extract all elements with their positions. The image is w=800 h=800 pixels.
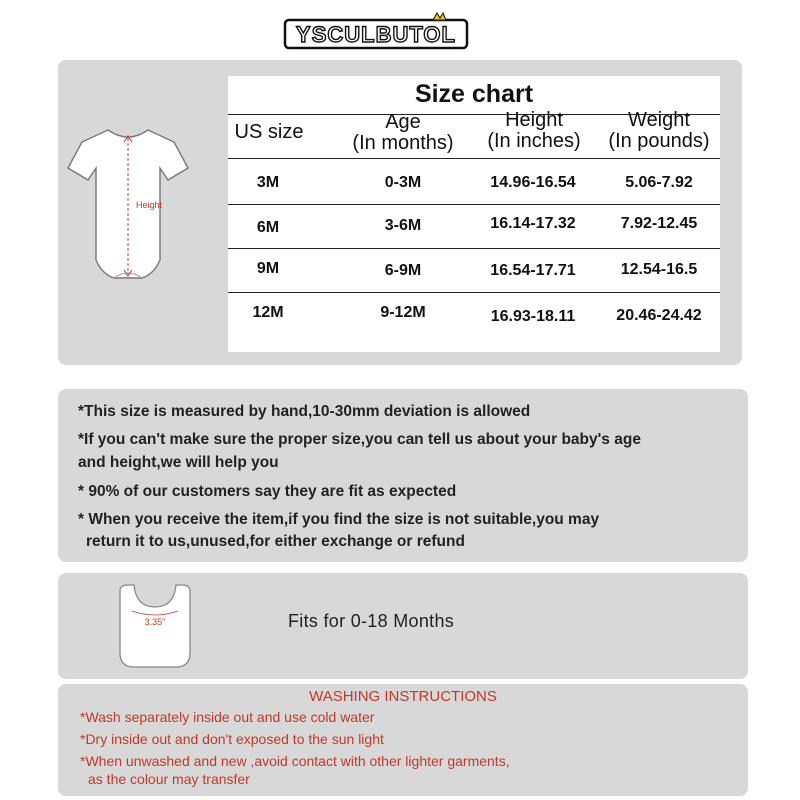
washing-panel bbox=[58, 684, 748, 796]
age-cell: 0-3M bbox=[384, 174, 422, 191]
weight-cell: 7.92-12.45 bbox=[620, 215, 698, 232]
crown-icon bbox=[433, 13, 446, 20]
bib-diagram bbox=[116, 583, 194, 669]
header-height: Height (In inches) bbox=[487, 109, 581, 152]
size-chart-panel bbox=[58, 60, 742, 365]
divider bbox=[228, 292, 720, 293]
height-label: Height bbox=[136, 200, 163, 210]
age-cell: 3-6M bbox=[384, 217, 422, 234]
note-line: *If you can't make sure the proper size,you can tell us about your baby's age bbox=[78, 431, 641, 448]
weight-cell: 12.54-16.5 bbox=[620, 261, 698, 278]
divider bbox=[228, 204, 720, 205]
weight-cell: 20.46-24.42 bbox=[616, 307, 702, 324]
washing-title: WASHING INSTRUCTIONS bbox=[309, 688, 497, 705]
note-line: and height,we will help you bbox=[78, 454, 279, 471]
us-size-cell: 6M bbox=[256, 219, 280, 236]
height-cell: 16.93-18.11 bbox=[490, 308, 576, 325]
height-cell: 16.14-17.32 bbox=[490, 215, 576, 232]
bib-size-label: 3.35" bbox=[144, 617, 166, 627]
header-us-size: US size bbox=[234, 121, 304, 143]
header-age: Age (In months) bbox=[352, 111, 454, 154]
notes-panel bbox=[58, 389, 748, 562]
washing-line: *Wash separately inside out and use cold water bbox=[80, 709, 375, 725]
us-size-cell: 9M bbox=[256, 260, 280, 277]
height-cell: 16.54-17.71 bbox=[490, 262, 576, 279]
washing-line: as the colour may transfer bbox=[88, 771, 250, 787]
divider bbox=[228, 248, 720, 249]
note-line: * 90% of our customers say they are fit as expected bbox=[78, 483, 457, 500]
age-cell: 9-12M bbox=[380, 304, 426, 321]
us-size-cell: 3M bbox=[256, 174, 280, 191]
brand-name: YSCULBUTOL bbox=[296, 22, 456, 47]
us-size-cell: 12M bbox=[252, 304, 284, 321]
bib-panel bbox=[58, 573, 748, 679]
note-line: * When you receive the item,if you find the size is not suitable,you may bbox=[78, 511, 600, 528]
size-table bbox=[228, 76, 720, 352]
washing-line: *When unwashed and new ,avoid contact with other lighter garments, bbox=[80, 753, 510, 769]
age-cell: 6-9M bbox=[384, 262, 422, 279]
chart-title: Size chart bbox=[414, 80, 534, 108]
note-line: return it to us,unused,for either exchange or refund bbox=[86, 533, 465, 550]
onesie-diagram bbox=[66, 128, 191, 292]
washing-line: *Dry inside out and don't exposed to the sun light bbox=[80, 731, 384, 747]
brand-logo bbox=[283, 12, 469, 50]
fits-text: Fits for 0-18 Months bbox=[288, 611, 455, 631]
header-weight: Weight (In pounds) bbox=[608, 109, 710, 152]
height-cell: 14.96-16.54 bbox=[490, 174, 576, 191]
weight-cell: 5.06-7.92 bbox=[625, 174, 693, 191]
divider bbox=[228, 158, 720, 159]
note-line: *This size is measured by hand,10-30mm deviation is allowed bbox=[78, 403, 531, 420]
